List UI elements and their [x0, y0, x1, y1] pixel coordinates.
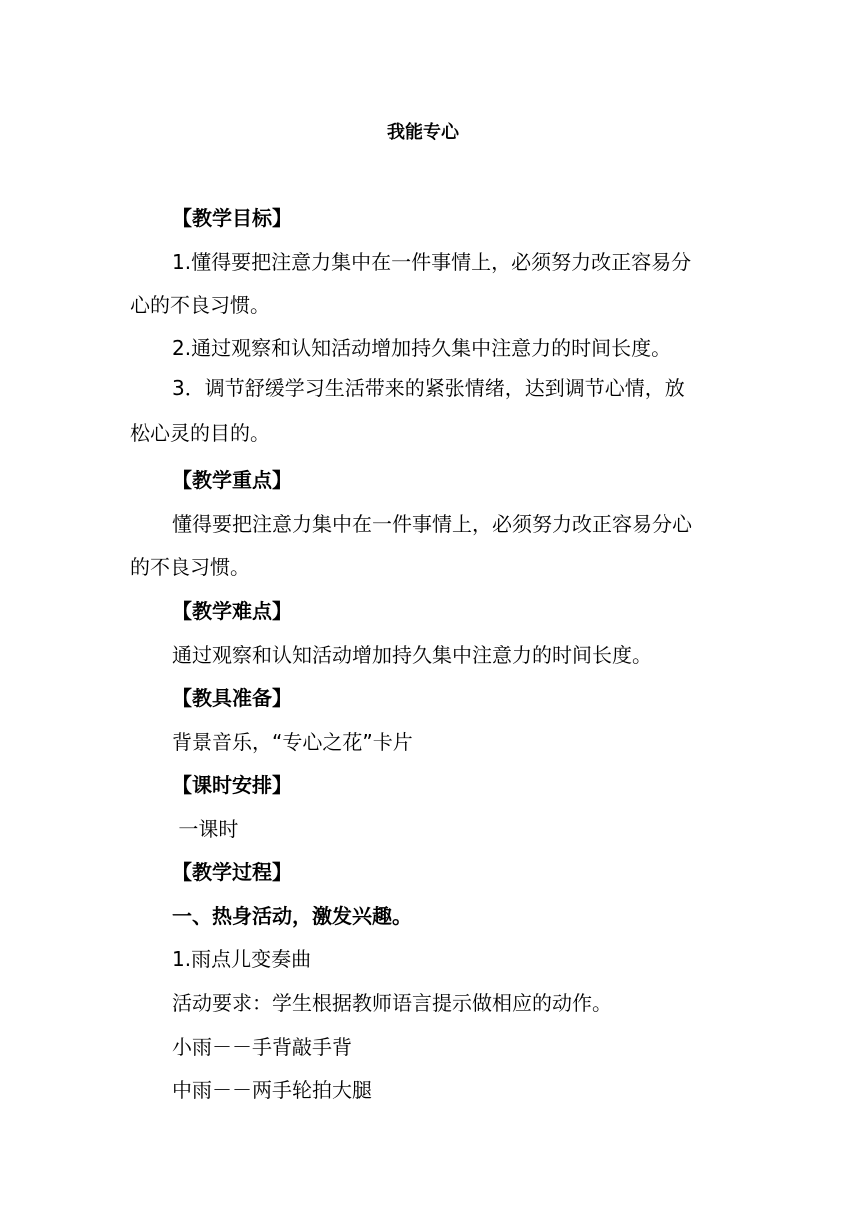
objective-3-line-2: 松心灵的目的。 — [130, 421, 270, 445]
process-section-1: 一、热身活动，激发兴趣。 — [172, 904, 412, 928]
key-points-line-1: 懂得要把注意力集中在一件事情上，必须努力改正容易分心 — [172, 512, 692, 536]
activity-step-2: 中雨－－两手轮拍大腿 — [172, 1078, 372, 1102]
objective-3-line-1: 3．调节舒缓学习生活带来的紧张情绪，达到调节心情，放 — [172, 376, 685, 400]
difficulties-heading: 【教学难点】 — [172, 599, 292, 623]
objective-2: 2.通过观察和认知活动增加持久集中注意力的时间长度。 — [172, 336, 672, 360]
materials-heading: 【教具准备】 — [172, 686, 292, 710]
schedule-heading: 【课时安排】 — [172, 773, 292, 797]
activity-requirement: 活动要求：学生根据教师语言提示做相应的动作。 — [172, 991, 612, 1015]
objective-1-line-2: 心的不良习惯。 — [130, 293, 270, 317]
difficulties-text: 通过观察和认知活动增加持久集中注意力的时间长度。 — [172, 643, 652, 667]
page-title: 我能专心 — [387, 122, 459, 143]
objectives-heading: 【教学目标】 — [172, 206, 292, 230]
key-points-heading: 【教学重点】 — [172, 468, 292, 492]
process-heading: 【教学过程】 — [172, 860, 292, 884]
activity-step-1: 小雨－－手背敲手背 — [172, 1035, 352, 1059]
objective-1-line-1: 1.懂得要把注意力集中在一件事情上，必须努力改正容易分 — [172, 250, 692, 274]
activity-1: 1.雨点儿变奏曲 — [172, 947, 312, 971]
materials-text: 背景音乐，“专心之花”卡片 — [172, 730, 413, 754]
key-points-line-2: 的不良习惯。 — [130, 555, 250, 579]
schedule-text: 一课时 — [172, 817, 239, 841]
